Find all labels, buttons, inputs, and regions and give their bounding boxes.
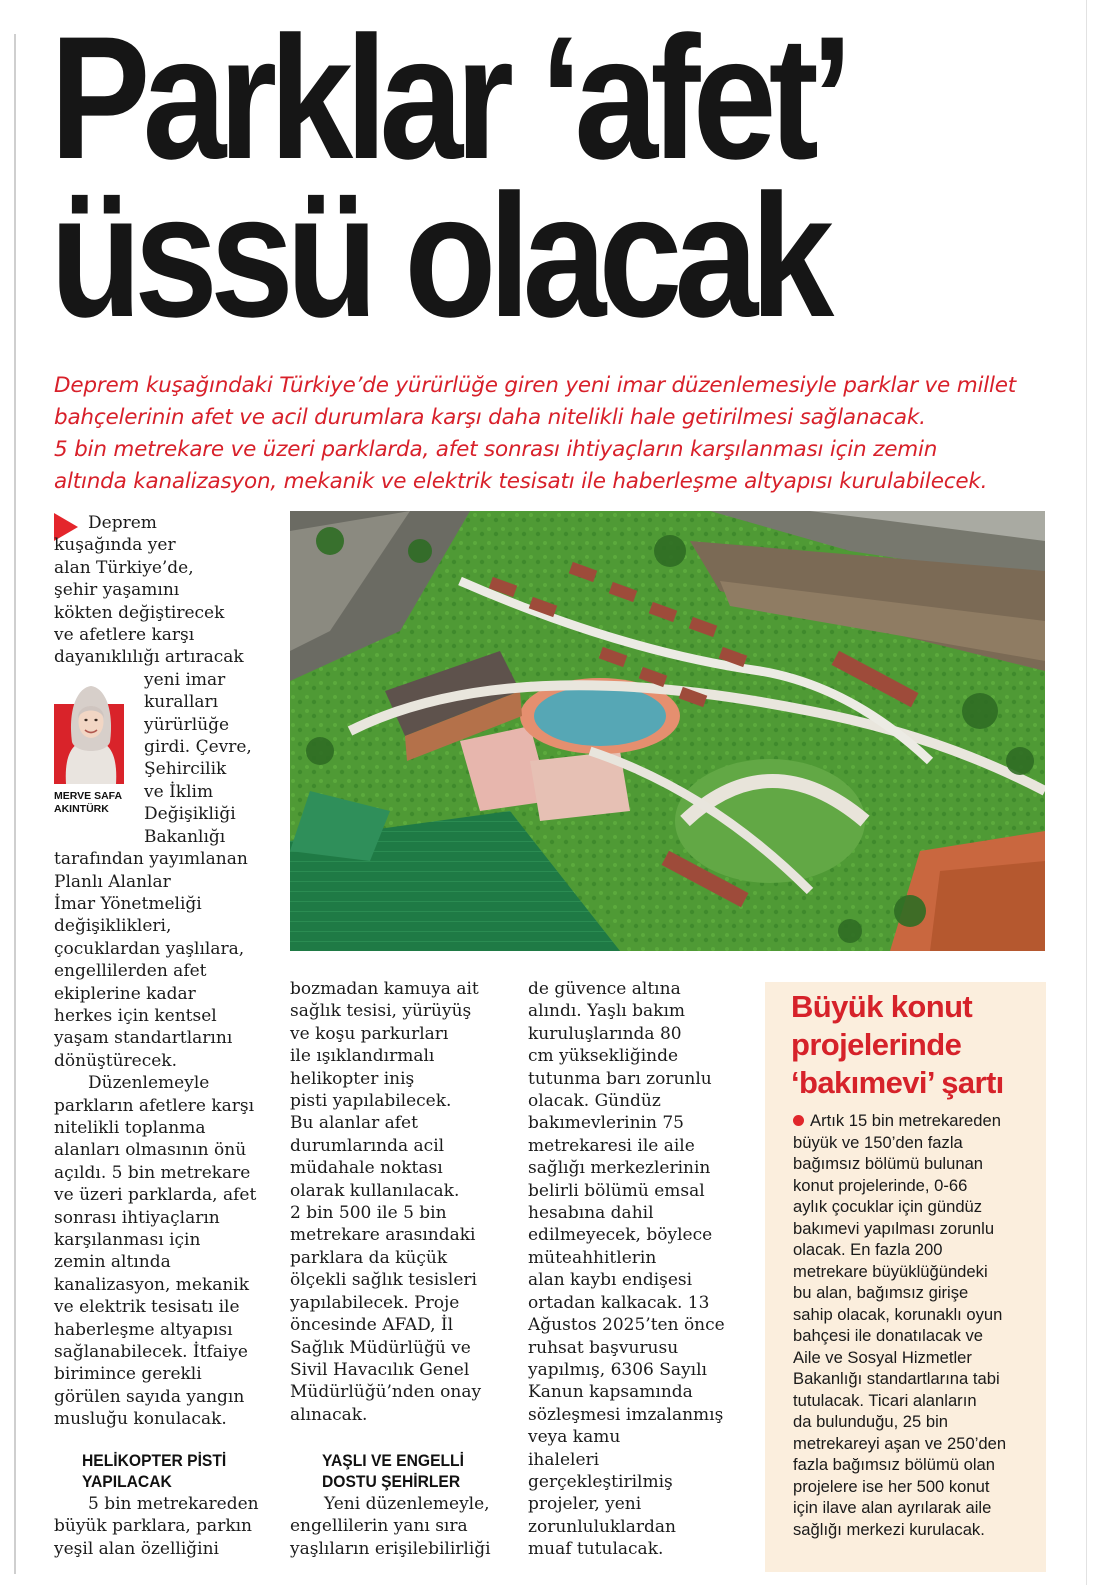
- text-line: edilmeyecek, böylece: [528, 1225, 713, 1246]
- text-line: yeni imar: [144, 669, 226, 690]
- text-line: girdi. Çevre,: [144, 737, 252, 758]
- text-line: olacak. En fazla 200: [793, 1240, 943, 1259]
- text-line: nitelikli toplanma: [54, 1117, 206, 1138]
- text-line: yaşlıların erişilebilirliği: [290, 1538, 491, 1559]
- text-line: metrekaresi ile aile: [528, 1135, 695, 1156]
- subheading-line: DOSTU ŞEHİRLER: [322, 1472, 461, 1491]
- text-line: sahip olacak, korunaklı oyun: [793, 1304, 1003, 1324]
- text-line: müteahhitlerin: [528, 1247, 657, 1268]
- text-line: ekiplerine kadar: [54, 983, 196, 1004]
- text-line: hesabına dahil: [528, 1203, 654, 1224]
- text-line: kuşağında yer: [54, 535, 176, 556]
- left-column-rule: [14, 34, 16, 1574]
- lead-line: bahçelerinin afet ve acil durumlara karşı daha nitelikli hale getirilmesi sağlanacak.: [54, 405, 926, 430]
- text-line: sağlanabilecek. İtfaiye: [54, 1342, 248, 1363]
- text-line: bahçesi ile donatılacak ve: [793, 1326, 984, 1345]
- text-line: alan kaybı endişesi: [528, 1270, 693, 1291]
- sidebar-title-line: ‘bakımevi’ şartı: [791, 1065, 1004, 1100]
- text-line: kökten değiştirecek: [54, 602, 225, 623]
- text-line: Düzenlemeyle: [88, 1073, 210, 1094]
- aerial-park-photo: [290, 511, 1045, 951]
- text-line: yeşil alan özelliğini: [54, 1538, 219, 1559]
- subheading-helicopter: [82, 1450, 226, 1492]
- text-line: zorunluluklardan: [528, 1516, 676, 1537]
- text-line: müdahale noktası: [290, 1158, 443, 1179]
- text-line: yapılmış, 6306 Sayılı: [528, 1359, 707, 1380]
- text-line: açıldı. 5 bin metrekare: [54, 1162, 251, 1183]
- text-line: Bakanlığı standartlarına tabi: [793, 1369, 1000, 1388]
- text-line: Müdürlüğü’nden onay: [290, 1382, 482, 1403]
- text-line: şehir yaşamını: [54, 580, 180, 601]
- text-line: bu alan, bağımsız girişe: [793, 1283, 969, 1302]
- text-line: olacak. Gündüz: [528, 1091, 661, 1112]
- lead-line: altında kanalizasyon, mekanik ve elektrik tesisatı ile haberleşme altyapısı kurulabilecek.: [54, 469, 988, 494]
- text-line: parklara da küçük: [290, 1247, 448, 1268]
- text-line: sağlığı merkezi kurulacak.: [793, 1519, 985, 1539]
- right-column-rule: [1086, 0, 1087, 1585]
- text-line: belirli bölümü emsal: [528, 1180, 705, 1201]
- text-line: gerçekleştirilmiş: [528, 1471, 673, 1492]
- sidebar-title-line: projelerinde: [791, 1027, 962, 1062]
- text-line: Yeni düzenlemeyle,: [324, 1494, 490, 1514]
- author-name-line-2: AKINTÜRK: [54, 803, 109, 815]
- headline: [50, 1, 927, 354]
- author-portrait-icon: [60, 682, 122, 784]
- text-line: 2 bin 500 ile 5 bin: [290, 1203, 447, 1224]
- text-line: bakımevlerinin 75: [528, 1113, 684, 1134]
- lead-line: 5 bin metrekare ve üzeri parklarda, afet sonrası ihtiyaçların karşılanması için zemin: [54, 437, 938, 462]
- subheading-line: YAPILACAK: [82, 1472, 172, 1491]
- author-byline: [54, 680, 136, 830]
- text-line: kuruluşlarında 80: [528, 1023, 682, 1044]
- text-line: dayanıklılığı artıracak: [54, 647, 244, 668]
- text-line: ve İklim: [144, 781, 214, 802]
- text-line: 5 bin metrekareden: [88, 1494, 259, 1514]
- text-line: alınacak.: [290, 1404, 368, 1425]
- text-line: ölçekli sağlık tesisleri: [290, 1270, 477, 1291]
- text-line: engellilerin yanı sıra: [290, 1516, 468, 1537]
- text-line: olarak kullanılacak.: [290, 1180, 460, 1201]
- text-line: haberleşme altyapısı: [54, 1319, 233, 1340]
- text-line: durumlarında acil: [290, 1135, 445, 1156]
- text-line: Kanun kapsamında: [528, 1382, 693, 1403]
- sidebar-text: [793, 1110, 1039, 1540]
- text-line: veya kamu: [528, 1427, 621, 1448]
- text-line: kuralları: [144, 692, 219, 713]
- text-line: konut projelerinde, 0-66: [793, 1175, 968, 1195]
- text-line: Aile ve Sosyal Hizmetler: [793, 1347, 972, 1367]
- headline-line-2: üssü olacak: [50, 159, 827, 354]
- text-line: tutunma barı zorunlu: [528, 1068, 712, 1089]
- text-line: muaf tutulacak.: [528, 1539, 664, 1560]
- text-line: Deprem: [88, 513, 157, 533]
- text-line: metrekare arasındaki: [290, 1225, 476, 1246]
- text-line: görülen sayıda yangın: [54, 1386, 245, 1407]
- text-line: yürürlüğe: [144, 714, 230, 735]
- author-name-line-1: MERVE SAFA: [54, 790, 123, 802]
- text-line: yapılabilecek. Proje: [290, 1292, 460, 1313]
- text-line: bağımsız bölümü bulunan: [793, 1154, 984, 1173]
- text-line: Sağlık Müdürlüğü ve: [290, 1337, 471, 1358]
- text-line: ile ışıklandırmalı: [290, 1046, 435, 1067]
- article-column-1: [54, 512, 276, 1431]
- text-line: çocuklardan yaşlılara,: [54, 938, 245, 959]
- text-line: Sivil Havacılık Genel: [290, 1359, 470, 1380]
- text-line: Artık 15 bin metrekareden: [810, 1111, 1001, 1130]
- text-line: da bulunduğu, 25 bin: [793, 1412, 949, 1431]
- article-column-2-continued: [290, 1493, 516, 1560]
- text-line: pisti yapılabilecek.: [290, 1091, 452, 1112]
- text-line: Bu alanlar afet: [290, 1113, 418, 1134]
- text-line: herkes için kentsel: [54, 1005, 217, 1026]
- text-line: cm yüksekliğinde: [528, 1046, 679, 1067]
- text-line: dönüştürecek.: [54, 1050, 177, 1071]
- text-line: de güvence altına: [528, 979, 681, 999]
- text-line: helikopter iniş: [290, 1068, 415, 1089]
- text-line: projeler, yeni: [528, 1494, 642, 1515]
- text-line: İmar Yönetmeliği: [54, 893, 202, 914]
- text-line: Bakanlığı: [144, 826, 226, 847]
- text-line: Değişikliği: [144, 804, 236, 825]
- text-line: aylık çocuklar için gündüz: [793, 1197, 983, 1216]
- text-line: fazla bağımsız bölümü olan: [793, 1455, 996, 1474]
- text-line: ve afetlere karşı: [54, 625, 195, 646]
- text-line: karşılanması için: [54, 1230, 201, 1250]
- lead-line: Deprem kuşağındaki Türkiye’de yürürlüğe giren yeni imar düzenlemesiyle parklar ve millet: [54, 373, 1017, 398]
- subheading-line: YAŞLI VE ENGELLİ: [322, 1451, 464, 1470]
- text-line: sağlığı merkezlerinin: [528, 1158, 711, 1179]
- text-line: tarafından yayımlanan: [54, 849, 248, 870]
- text-line: alan Türkiye’de,: [54, 557, 194, 578]
- text-line: bozmadan kamuya ait: [290, 979, 479, 999]
- text-line: Planlı Alanlar: [54, 871, 171, 892]
- text-line: sonrası ihtiyaçların: [54, 1207, 220, 1228]
- headline-line-1: Parklar ‘afet’: [50, 1, 846, 196]
- text-line: tutulacak. Ticari alanların: [793, 1390, 977, 1410]
- text-line: ve koşu parkurları: [290, 1023, 449, 1044]
- text-line: projelere ise her 500 konut: [793, 1476, 990, 1496]
- text-line: alındı. Yaşlı bakım: [528, 1001, 686, 1022]
- text-line: metrekareyi aşan ve 250’den: [793, 1433, 1007, 1453]
- text-line: ruhsat başvurusu: [528, 1337, 679, 1358]
- text-line: ve elektrik tesisatı ile: [54, 1297, 240, 1318]
- text-line: bakımevi yapılması zorunlu: [793, 1218, 995, 1238]
- text-line: sözleşmesi imzalanmış: [528, 1404, 724, 1425]
- sidebar-title-line: Büyük konut: [791, 989, 973, 1024]
- text-line: değişiklikleri,: [54, 916, 172, 937]
- text-line: zemin altında: [54, 1252, 171, 1273]
- text-line: Ağustos 2025’ten önce: [528, 1315, 725, 1336]
- text-line: ortadan kalkacak. 13: [528, 1292, 710, 1313]
- text-line: kanalizasyon, mekanik: [54, 1274, 250, 1295]
- text-line: musluğu konulacak.: [54, 1409, 227, 1430]
- red-bullet-icon: [793, 1115, 804, 1126]
- lead-paragraph: [54, 370, 1054, 498]
- text-line: yaşam standartlarını: [54, 1028, 233, 1049]
- text-line: için ilave alan ayrılarak aile: [793, 1498, 992, 1517]
- text-line: alanları olmasının önü: [54, 1140, 247, 1161]
- subheading-line: HELİKOPTER PİSTİ: [82, 1451, 227, 1470]
- text-line: ve üzeri parklarda, afet: [54, 1185, 257, 1206]
- article-column-3: [528, 978, 754, 1561]
- text-line: birimince gerekli: [54, 1364, 202, 1385]
- text-line: Şehircilik: [144, 759, 227, 780]
- subheading-elderly-disabled: [322, 1450, 464, 1492]
- text-line: metrekare büyüklüğündeki: [793, 1261, 988, 1281]
- article-column-1-continued: [54, 1493, 276, 1560]
- text-line: öncesinde AFAD, İl: [290, 1315, 454, 1336]
- text-line: büyük ve 150’den fazla: [793, 1132, 963, 1152]
- author-name: [54, 790, 136, 816]
- article-column-2: [290, 978, 516, 1426]
- text-line: büyük parklara, parkın: [54, 1516, 253, 1537]
- text-line: sağlık tesisi, yürüyüş: [290, 1001, 472, 1022]
- text-line: ihaleleri: [528, 1449, 600, 1470]
- text-line: engellilerden afet: [54, 961, 207, 982]
- text-line: parkların afetlere karşı: [54, 1095, 255, 1116]
- sidebar-first-line: [793, 1110, 1039, 1132]
- sidebar-title: [791, 988, 1041, 1102]
